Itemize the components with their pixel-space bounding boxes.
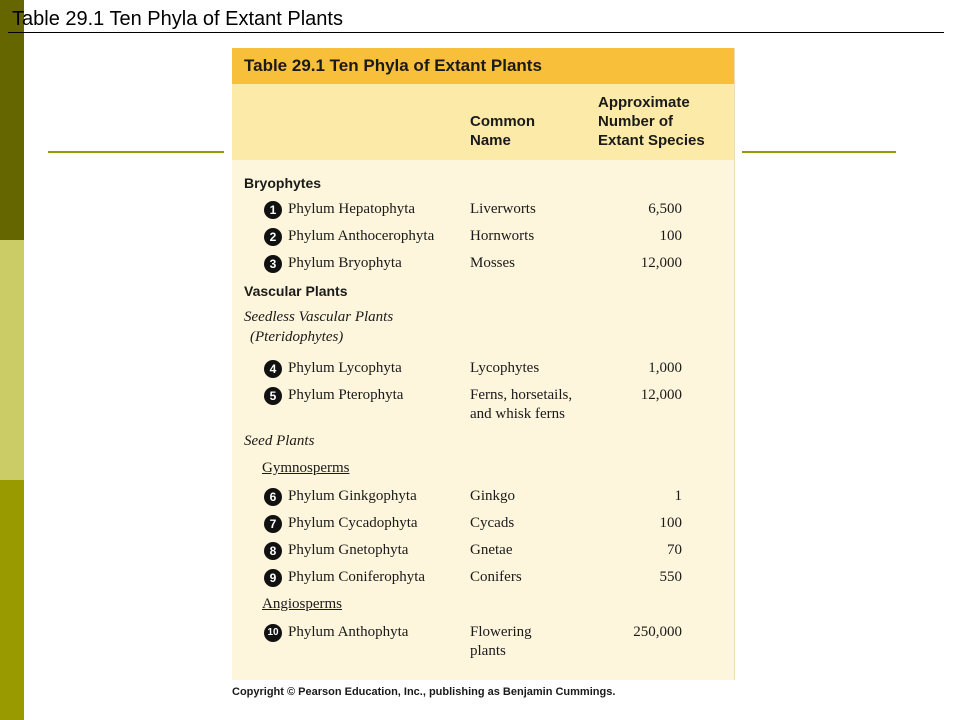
phylum-name: Phylum Coniferophyta [288,569,426,585]
common-name-continued: and whisk ferns [470,406,565,422]
phylum-name: Phylum Ginkgophyta [288,488,417,504]
sidebar-mid-band [0,480,24,720]
title-underline [8,32,944,33]
decorative-rule-right [742,151,896,153]
common-name: Mosses [470,255,516,271]
row-number-badge: 5 [264,387,282,405]
common-name-continued: plants [470,643,506,659]
species-count: 100 [659,515,682,531]
common-name: Liverworts [470,201,536,217]
common-name: Hornworts [470,228,535,244]
phylum-name: Phylum Anthocerophyta [288,228,435,244]
species-count: 100 [659,228,682,244]
row-number-badge: 8 [264,542,282,560]
group-bryophytes: Bryophytes [244,175,322,191]
group-seed-plants: Seed Plants [244,433,315,449]
species-count: 12,000 [640,387,682,403]
common-name: Ginkgo [470,488,515,504]
group-vascular-plants: Vascular Plants [244,283,348,299]
species-count: 12,000 [640,255,682,271]
table-title-bar [232,48,734,84]
species-count: 6,500 [648,201,682,217]
common-name: Gnetae [470,542,513,558]
column-header-common-name: Common Name [470,113,535,149]
group-seedless-vascular: Seedless Vascular Plants [244,309,394,325]
phylum-name: Phylum Cycadophyta [288,515,418,531]
species-count: 1,000 [648,360,682,376]
row-number-badge: 1 [264,201,282,219]
slide-sidebar [0,0,24,720]
phylum-name: Phylum Anthophyta [288,624,409,640]
decorative-rule-left [48,151,224,153]
common-name: Flowering [470,624,532,640]
group-pteridophytes: (Pteridophytes) [250,329,344,345]
species-count: 550 [659,569,682,585]
group-gymnosperms: Gymnosperms [262,460,350,476]
common-name: Conifers [470,569,522,585]
row-number-badge: 3 [264,255,282,273]
phyla-table [232,48,735,680]
row-number-badge: 6 [264,488,282,506]
slide-title: Table 29.1 Ten Phyla of Extant Plants [12,8,343,30]
row-number-badge: 7 [264,515,282,533]
group-angiosperms: Angiosperms [262,596,342,612]
row-number-badge: 9 [264,569,282,587]
row-number-badge: 10 [264,624,282,642]
species-count: 250,000 [633,624,682,640]
phylum-name: Phylum Gnetophyta [288,542,409,558]
common-name: Ferns, horsetails, [470,387,573,403]
sidebar-dark-band [0,0,24,240]
copyright-notice: Copyright © Pearson Education, Inc., publishing as Benjamin Cummings. [232,686,616,698]
common-name: Cycads [470,515,515,531]
phylum-name: Phylum Bryophyta [288,255,402,271]
phylum-name: Phylum Hepatophyta [288,201,416,217]
phylum-name: Phylum Pterophyta [288,387,404,403]
sidebar-light-band [0,240,24,480]
column-header-species-count: Approximate Number of Extant Species [598,94,705,149]
species-count: 1 [674,488,682,504]
species-count: 70 [667,542,682,558]
row-number-badge: 4 [264,360,282,378]
phylum-name: Phylum Lycophyta [288,360,402,376]
row-number-badge: 2 [264,228,282,246]
table-title: Table 29.1 Ten Phyla of Extant Plants [244,56,542,75]
common-name: Lycophytes [470,360,540,376]
